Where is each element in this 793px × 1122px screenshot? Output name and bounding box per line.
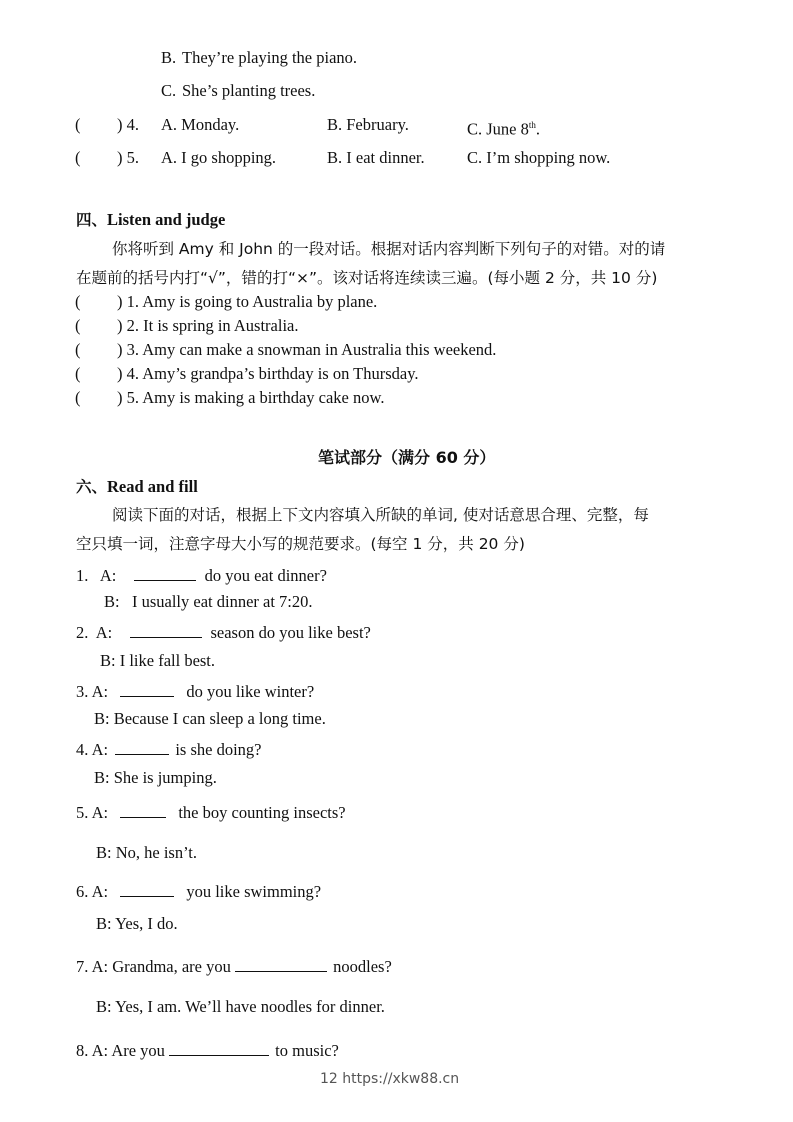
fill-item-4-a: 4. A: is she doing? — [76, 740, 262, 759]
fill-blank-1[interactable] — [134, 564, 196, 581]
section6-number: 六、 — [76, 478, 108, 496]
q4-answer-paren[interactable]: ( — [75, 115, 81, 134]
q3-option-b: B. — [161, 48, 177, 67]
written-part-title: 笔试部分（满分 60 分） — [318, 448, 496, 467]
judge-paren-3[interactable]: ( — [75, 340, 81, 359]
q4-option-a: A. Monday. — [161, 115, 240, 134]
judge-paren-1[interactable]: ( — [75, 292, 81, 311]
fill-item-5-b: B: No, he isn’t. — [96, 843, 197, 862]
section6-title: Read and fill — [107, 477, 198, 496]
fill-item-4-b: B: She is jumping. — [94, 768, 217, 787]
fill-blank-3[interactable] — [120, 680, 174, 697]
section4-number: 四、 — [76, 211, 108, 229]
judge-item-2: ) 2. It is spring in Australia. — [117, 316, 299, 335]
q5-option-c: C. I’m shopping now. — [467, 148, 611, 167]
fill-blank-2[interactable] — [130, 621, 202, 638]
fill-item-1-b: B: I usually eat dinner at 7:20. — [104, 592, 313, 611]
fill-item-3-a: 3. A: do you like winter? — [76, 682, 315, 701]
fill-item-5-a: 5. A: the boy counting insects? — [76, 803, 346, 822]
fill-item-8-a: 8. A: Are you to music? — [76, 1041, 339, 1060]
section4-title: Listen and judge — [107, 210, 226, 229]
judge-paren-4[interactable]: ( — [75, 364, 81, 383]
section6-instructions-2: 空只填一词，注意字母大小写的规范要求。(每空 1 分，共 20 分) — [76, 535, 525, 553]
q4-number: ) 4. — [117, 115, 139, 134]
fill-item-6-a: 6. A: you like swimming? — [76, 882, 322, 901]
judge-item-1: ) 1. Amy is going to Australia by plane. — [117, 292, 378, 311]
fill-item-7-b: B: Yes, I am. We’ll have noodles for dinner. — [96, 997, 385, 1016]
section4-instructions-1: 你将听到 Amy 和 John 的一段对话。根据对话内容判断下列句子的对错。对的请 — [112, 240, 666, 258]
q4-option-b: B. February. — [327, 115, 409, 134]
judge-paren-2[interactable]: ( — [75, 316, 81, 335]
q5-number: ) 5. — [117, 148, 139, 167]
fill-item-2-b: B: I like fall best. — [100, 651, 216, 670]
judge-item-5: ) 5. Amy is making a birthday cake now. — [117, 388, 385, 407]
fill-item-3-b: B: Because I can sleep a long time. — [94, 709, 326, 728]
section4-heading — [76, 208, 225, 230]
section4-instructions-2: 在题前的括号内打“√”，错的打“×”。该对话将连续读三遍。(每小题 2 分，共 10 分) — [76, 269, 658, 287]
q5-option-b: B. I eat dinner. — [327, 148, 425, 167]
fill-item-7-a: 7. A: Grandma, are you noodles? — [76, 957, 392, 976]
q3-option-c: C. — [161, 81, 177, 100]
fill-blank-6[interactable] — [120, 880, 174, 897]
fill-item-2-a: 2. A: season do you like best? — [76, 623, 371, 642]
q3-option-b-text: They’re playing the piano. — [182, 48, 358, 67]
fill-blank-7[interactable] — [235, 955, 327, 972]
section6-heading — [76, 475, 198, 497]
q4-option-c: C. June 8th. — [467, 119, 541, 139]
fill-blank-8[interactable] — [169, 1039, 269, 1056]
fill-item-6-b: B: Yes, I do. — [96, 914, 178, 933]
judge-item-4: ) 4. Amy’s grandpa’s birthday is on Thursday. — [117, 364, 419, 383]
fill-item-1-a: 1. A: do you eat dinner? — [76, 566, 327, 585]
page-footer: 12 https://xkw88.cn — [320, 1071, 460, 1087]
q3-option-c-text: She’s planting trees. — [182, 81, 316, 100]
q5-option-a: A. I go shopping. — [161, 148, 277, 167]
q5-answer-paren[interactable]: ( — [75, 148, 81, 167]
section6-instructions-1: 阅读下面的对话，根据上下文内容填入所缺的单词, 使对话意思合理、完整，每 — [112, 506, 649, 524]
judge-paren-5[interactable]: ( — [75, 388, 81, 407]
fill-blank-5[interactable] — [120, 801, 166, 818]
judge-item-3: ) 3. Amy can make a snowman in Australia this weekend. — [117, 340, 497, 359]
fill-blank-4[interactable] — [115, 738, 169, 755]
